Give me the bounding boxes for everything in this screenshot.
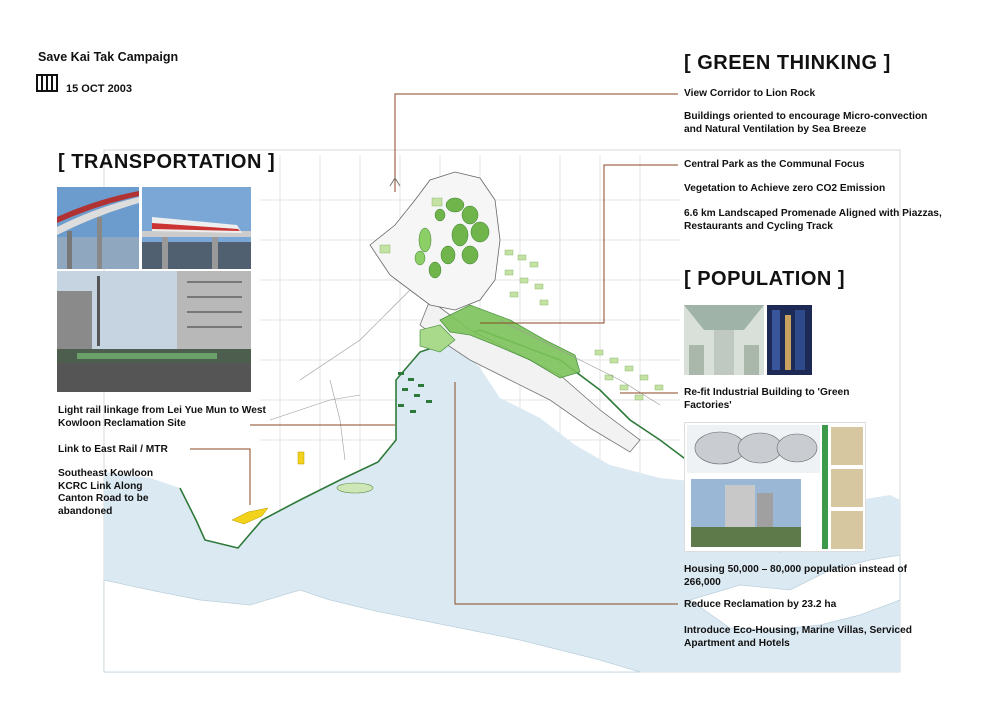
jadi-logo-icon bbox=[36, 74, 58, 92]
factory-night-photo bbox=[767, 305, 812, 375]
section-population: [ POPULATION ] bbox=[684, 268, 846, 290]
label-promenade: 6.6 km Landscaped Promenade Aligned with Piazzas, Restaurants and Cycling Track bbox=[684, 208, 942, 232]
campaign-date: 15 OCT 2003 bbox=[66, 83, 133, 95]
housing-plans-panel bbox=[684, 422, 866, 552]
label-east-rail: Link to East Rail / MTR bbox=[58, 444, 168, 455]
monorail-photo-1 bbox=[57, 187, 139, 269]
label-eco-housing: Introduce Eco-Housing, Marine Villas, Serviced Apartment and Hotels bbox=[684, 625, 912, 649]
monorail-photo-2 bbox=[142, 187, 251, 269]
label-view-corridor: View Corridor to Lion Rock bbox=[684, 88, 816, 99]
label-green-factories: Re-fit Industrial Building to 'Green Factories' bbox=[684, 387, 850, 411]
label-reduce-reclamation: Reduce Reclamation by 23.2 ha bbox=[684, 599, 837, 610]
section-transportation: [ TRANSPORTATION ] bbox=[58, 151, 276, 173]
city-rail-photo bbox=[57, 271, 251, 392]
campaign-title: Save Kai Tak Campaign bbox=[38, 50, 179, 64]
label-vegetation: Vegetation to Achieve zero CO2 Emission bbox=[684, 183, 886, 194]
label-light-rail: Light rail linkage from Lei Yue Mun to West Kowloon Reclamation Site bbox=[58, 405, 266, 429]
label-micro-convection: Buildings oriented to encourage Micro-convection and Natural Ventilation by Sea Breeze bbox=[684, 111, 928, 135]
factory-interior-photo bbox=[684, 305, 764, 375]
section-green-thinking: [ GREEN THINKING ] bbox=[684, 52, 891, 74]
label-housing-population: Housing 50,000 – 80,000 population instead of 266,000 bbox=[684, 564, 908, 588]
label-central-park: Central Park as the Communal Focus bbox=[684, 159, 865, 170]
label-kcrc-link: Southeast Kowloon KCRC Link Along Canton Road to be abandoned bbox=[58, 468, 154, 517]
